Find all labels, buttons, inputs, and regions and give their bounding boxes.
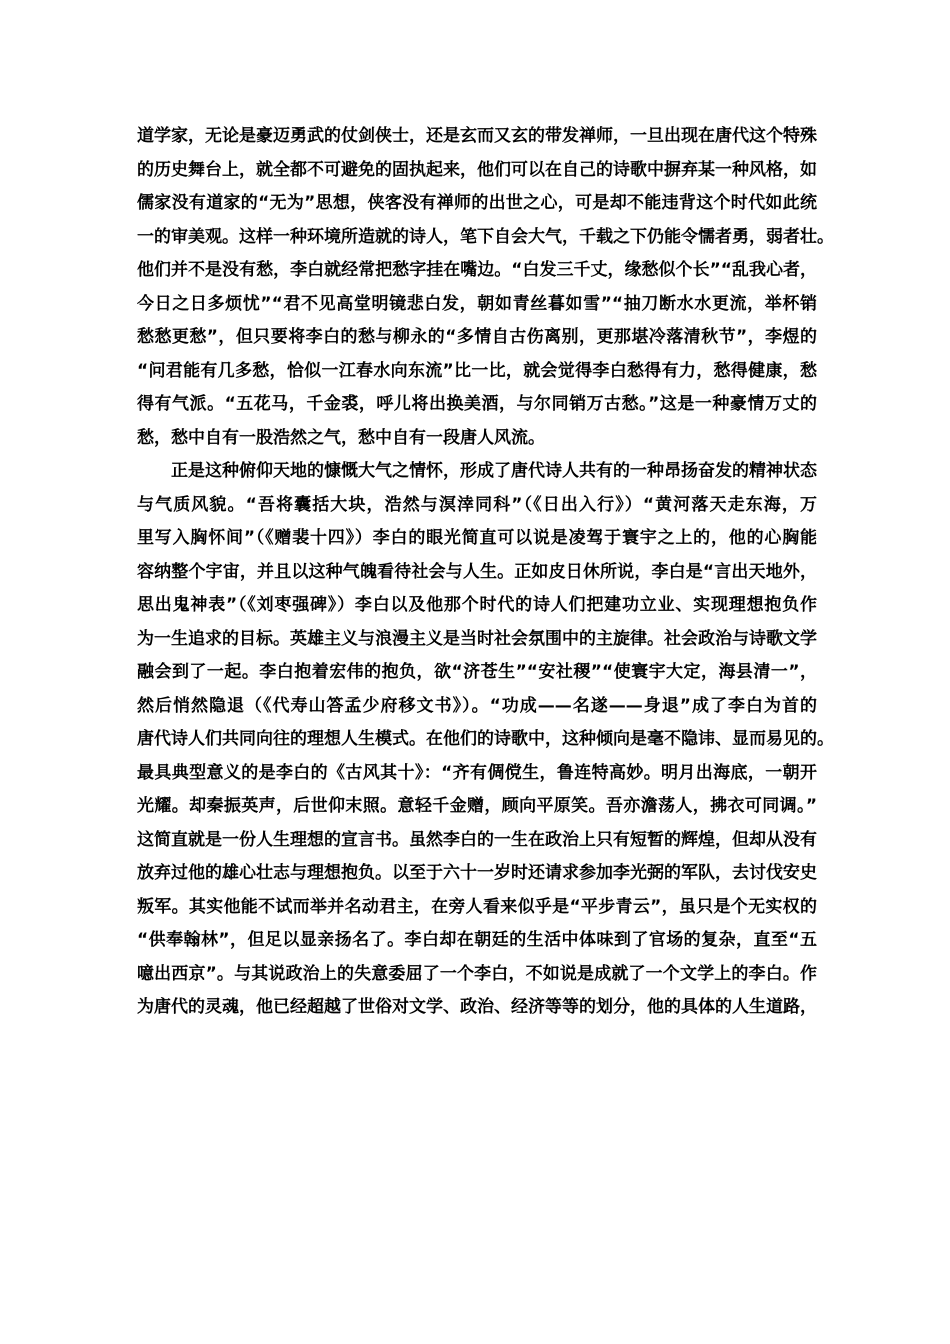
text-line: 唐代诗人们共同向往的理想人生模式。在他们的诗歌中，这种倾向是毫不隐讳、显而易见的。 (137, 729, 834, 749)
text-line: 他们并不是没有愁，李白就经常把愁字挂在嘴边。“白发三千丈，缘愁似个长”“乱我心者， (137, 260, 817, 280)
text-line: 愁愁更愁”，但只要将李白的愁与柳永的“多情自古伤离别，更那堪冷落清秋节”，李煜的 (137, 327, 817, 347)
text-line: 儒家没有道家的“无为”思想，侠客没有禅师的出世之心，可是却不能违背这个时代如此统 (137, 193, 817, 213)
text-line: 里写入胸怀间”（《赠裴十四》）李白的眼光简直可以说是凌驾于寰宇之上的，他的心胸能 (137, 528, 817, 548)
text-line: “问君能有几多愁，恰似一江春水向东流”比一比，就会觉得李白愁得有力，愁得健康，愁 (137, 360, 817, 381)
text-line: 光耀。却秦振英声，后世仰末照。意轻千金赠，顾向平原笑。吾亦澹荡人，拂衣可同调。” (137, 796, 817, 816)
text-line: 然后悄然隐退（《代寿山答孟少府移文书》）。“功成——名遂——身退”成了李白为首的 (137, 695, 817, 716)
text-line: 与气质风貌。“吾将囊括大块，浩然与溟涬同科”（《日出入行》）“黄河落天走东海，万 (137, 494, 817, 515)
text-line: 噫出西京”。与其说政治上的失意委屈了一个李白，不如说是成就了一个文学上的李白。作 (137, 963, 817, 984)
text-line: 一的审美观。这样一种环境所造就的诗人，笔下自会大气，千载之下仍能令懦者勇，弱者壮。 (137, 226, 834, 247)
body-text (137, 120, 834, 1025)
text-line: 为唐代的灵魂，他已经超越了世俗对文学、政治、经济等等的划分，他的具体的人生道路， (137, 997, 817, 1017)
text-line: 这简直就是一份人生理想的宣言书。虽然李白的一生在政治上只有短暂的辉煌，但却从没有 (137, 829, 817, 850)
text-line: 得有气派。“五花马，千金裘，呼儿将出换美酒，与尔同销万古愁。”这是一种豪情万丈的 (137, 394, 817, 414)
text-line: 的历史舞台上，就全都不可避免的固执起来，他们可以在自己的诗歌中摒弃某一种风格，如 (137, 159, 817, 180)
text-line: 思出鬼神表”（《刘枣强碑》）李白以及他那个时代的诗人们把建功立业、实现理想抱负作 (137, 595, 817, 615)
text-line: 放弃过他的雄心壮志与理想抱负。以至于六十一岁时还请求参加李光弼的军队，去讨伐安史 (137, 863, 817, 883)
text-line: 叛军。其实他能不试而举并名动君主，在旁人看来似乎是“平步青云”，虽只是个无实权的 (137, 896, 817, 917)
text-line: 最具典型意义的是李白的《古风其十》：“齐有倜傥生，鲁连特高妙。明月出海底，一朝开 (137, 762, 817, 783)
paragraph-start-line: 正是这种俯仰天地的慷慨大气之情怀，形成了唐代诗人共有的一种昂扬奋发的精神状态 (171, 461, 817, 481)
text-line: 今日之日多烦忧”“君不见高堂明镜悲白发，朝如青丝暮如雪”“抽刀断水水更流，举杯销 (137, 293, 817, 314)
text-line: 容纳整个宇宙，并且以这种气魄看待社会与人生。正如皮日休所说，李白是“言出天地外， (137, 561, 817, 582)
text-line: 为一生追求的目标。英雄主义与浪漫主义是当时社会氛围中的主旋律。社会政治与诗歌文学 (137, 628, 817, 649)
text-line: 道学家，无论是豪迈勇武的仗剑侠士，还是玄而又玄的带发禅师，一旦出现在唐代这个特殊 (137, 126, 817, 146)
text-line: 融会到了一起。李白抱着宏伟的抱负，欲“济苍生”“安社稷”“使寰宇大定，海县清一”， (137, 662, 817, 682)
text-line: “供奉翰林”，但足以显亲扬名了。李白却在朝廷的生活中体味到了官场的复杂，直至“五 (137, 930, 817, 950)
paragraph-end-line: 愁，愁中自有一股浩然之气，愁中自有一段唐人风流。 (137, 427, 545, 448)
